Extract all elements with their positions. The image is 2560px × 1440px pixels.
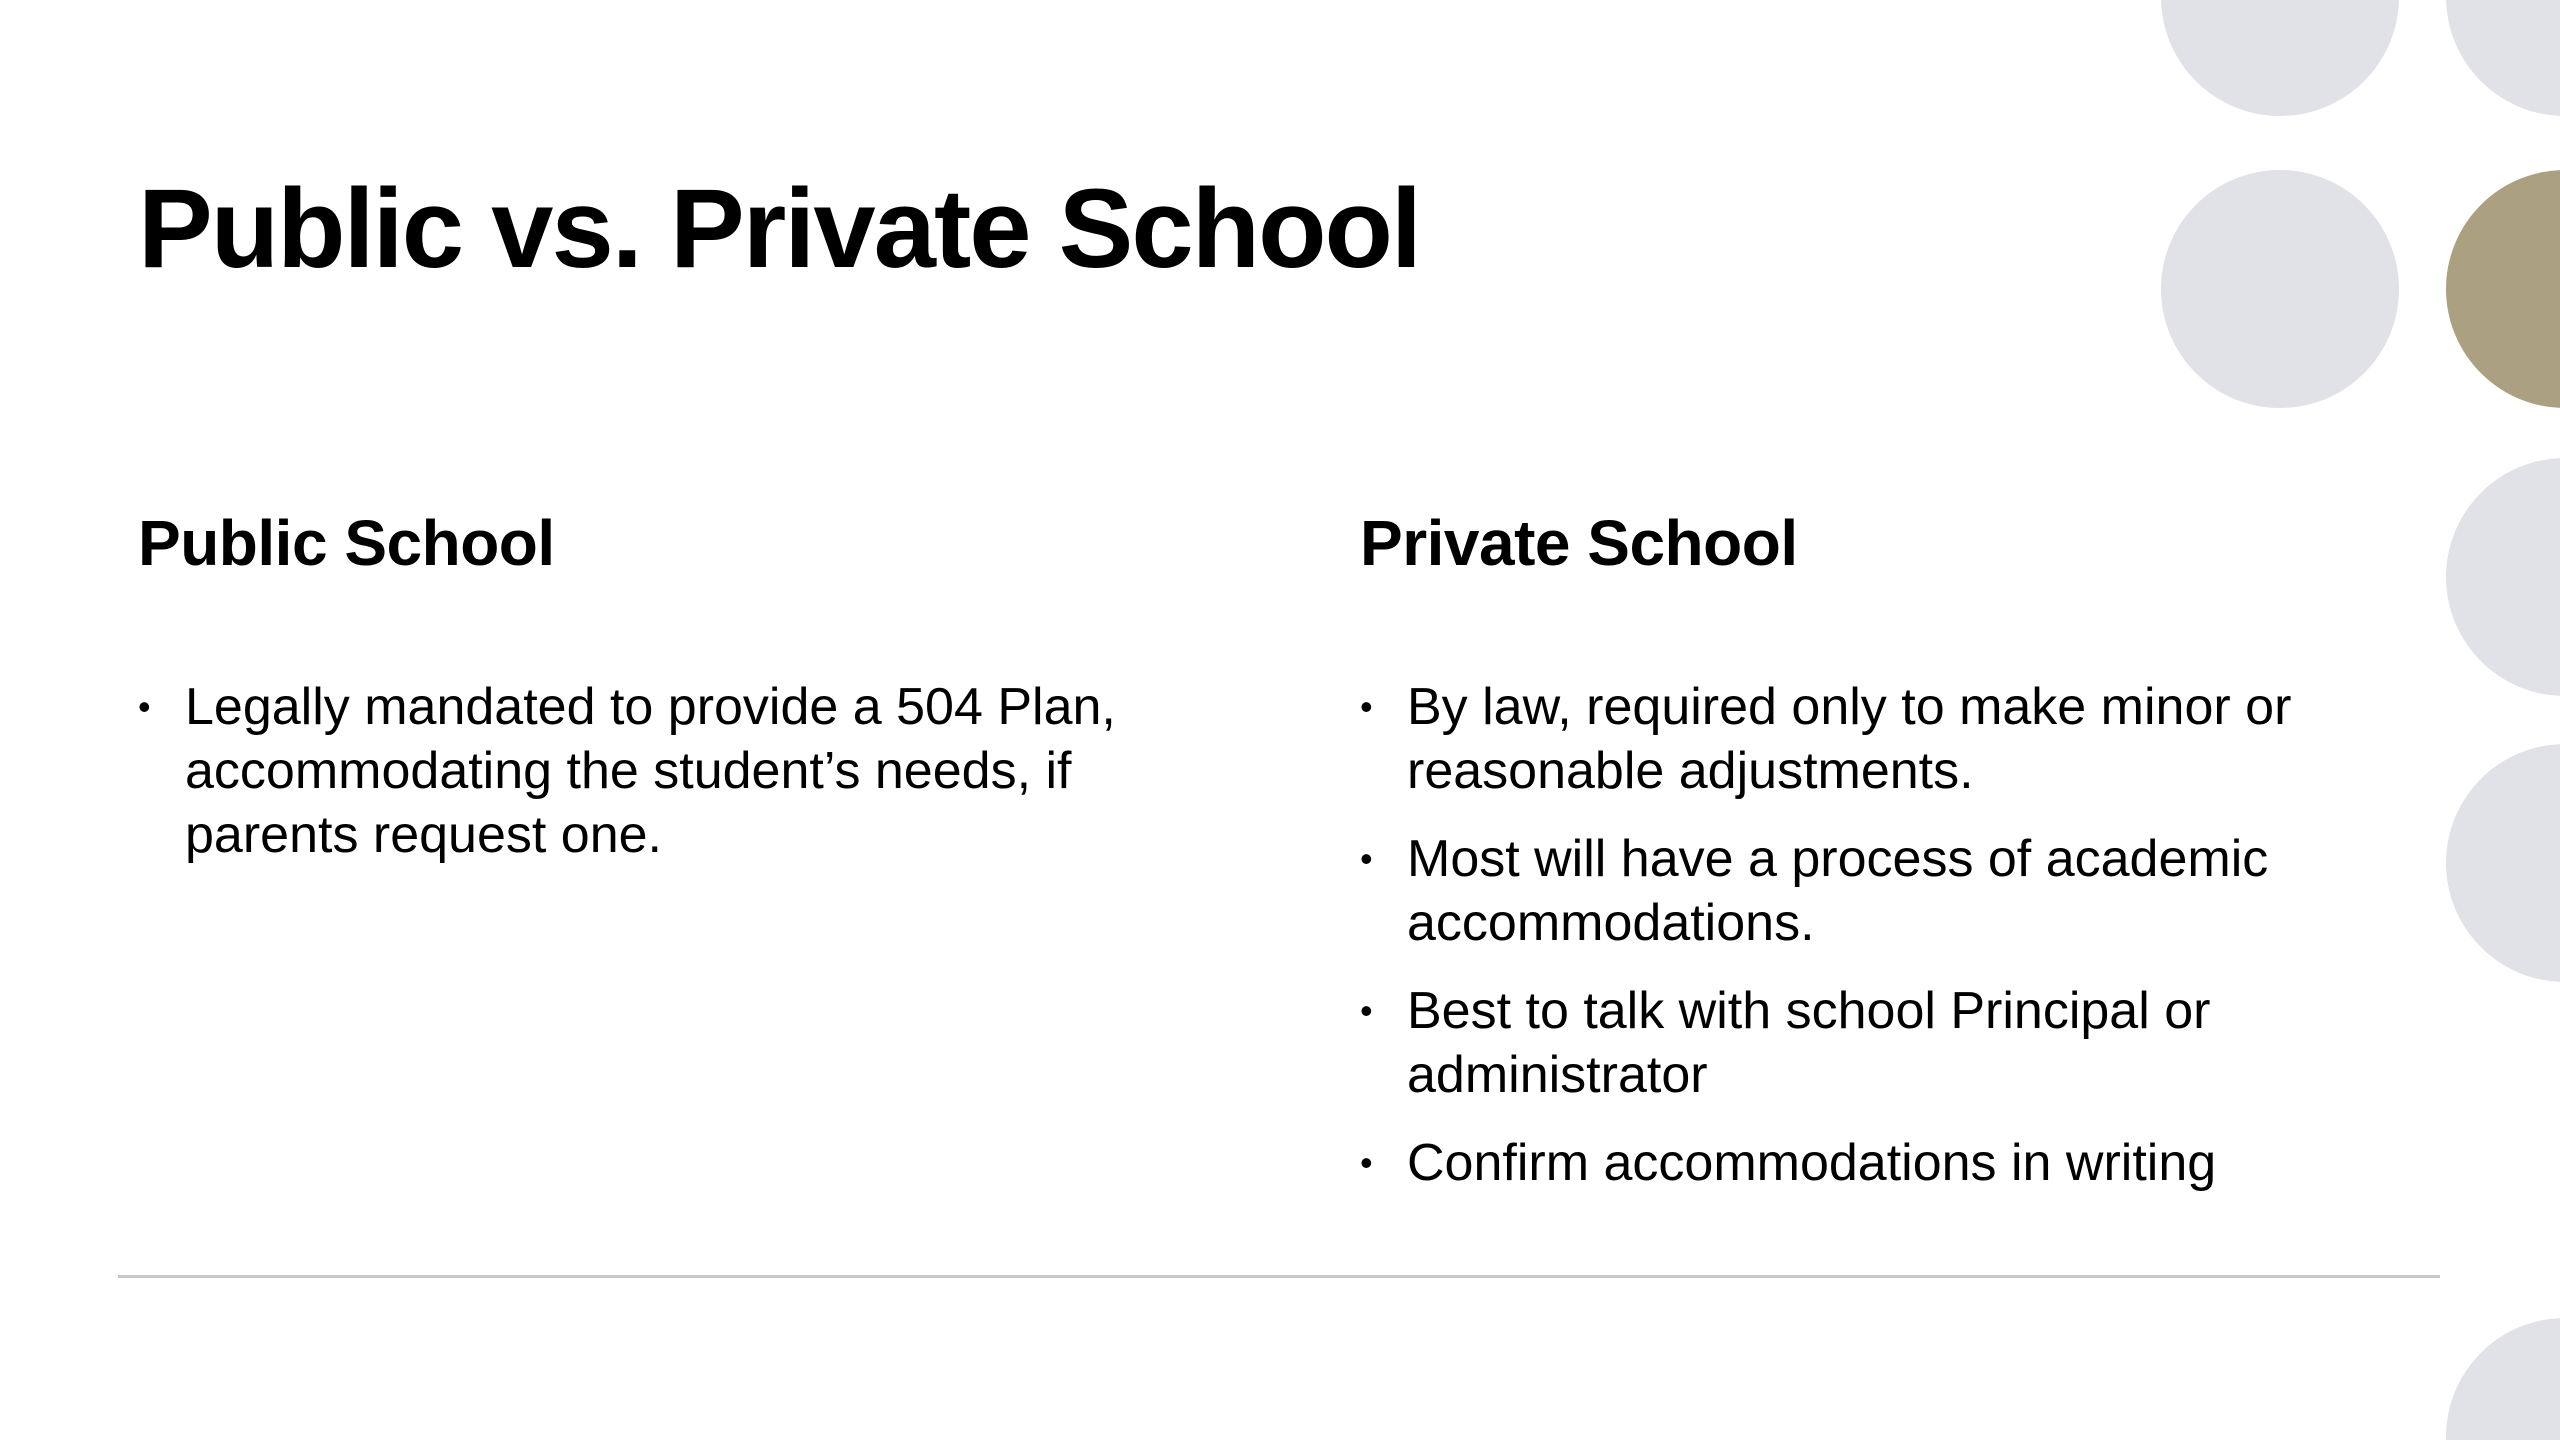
decorative-circle [2161,170,2399,408]
decorative-circle [2446,458,2560,696]
footer-divider [118,1275,2440,1278]
bullet-text: Legally mandated to provide a 504 Plan, accommodating the student’s needs, if parents request one. [185,678,1116,864]
bullet-text: Best to talk with school Principal or administrator [1407,982,2211,1104]
decorative-circle [2446,1318,2560,1440]
decorative-circle [2446,744,2560,982]
bullet-item [1360,979,2380,1107]
decorative-circle-accent [2446,170,2560,408]
bullet-icon: • [1360,838,1373,879]
bullet-text: By law, required only to make minor or reasonable adjustments. [1407,678,2292,800]
public-school-column [138,505,1258,864]
public-school-heading: Public School [138,507,555,579]
decorative-circle [2161,0,2399,116]
public-school-bullet-list [138,675,1258,891]
private-school-heading: Private School [1360,507,1798,579]
bullet-item [1360,675,2380,803]
bullet-icon: • [1360,990,1373,1031]
bullet-icon: • [1360,1142,1373,1183]
bullet-text: Confirm accommodations in writing [1407,1134,2217,1192]
bullet-icon: • [1360,686,1373,727]
slide-title: Public vs. Private School [138,166,1421,291]
private-school-bullet-list [1360,675,2380,1219]
bullet-icon: • [138,686,151,727]
bullet-text: Most will have a process of academic accommodations. [1407,830,2269,952]
bullet-item [1360,827,2380,955]
bullet-item [138,675,1258,867]
decorative-circle [2446,0,2560,116]
bullet-item [1360,1131,2380,1195]
private-school-column [1360,505,2380,1192]
